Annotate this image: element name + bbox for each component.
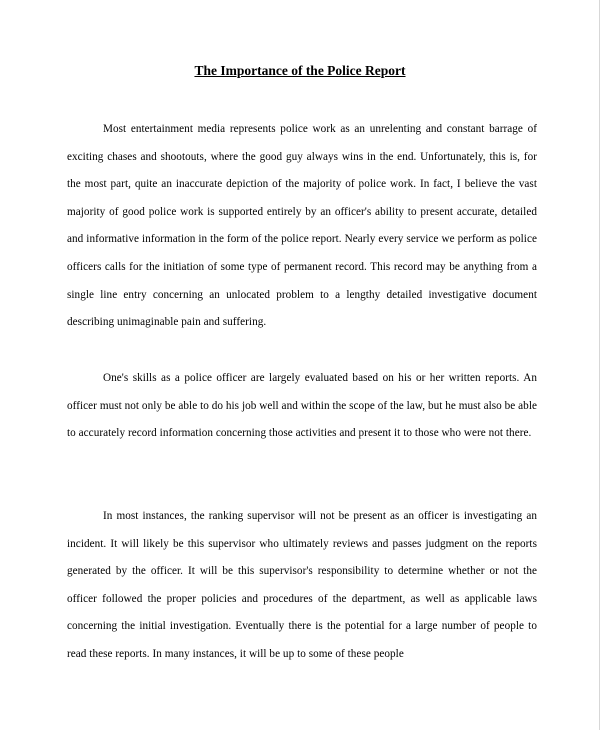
page-title: The Importance of the Police Report	[194, 63, 406, 78]
paragraph-3: In most instances, the ranking supervisor will not be present as an officer is investigating an incident. It will likely be this supervisor who ultimately reviews and passes judgment on the reports generated by the officer. It will be this supervisor's responsibility to determine whether or not the officer followed the proper policies and procedures of the department, as well as applicable laws concerning the initial investigation. Eventually there is the potential for a large number of people to read these reports. In many instances, it will be up to some of these people	[67, 510, 537, 660]
paragraph-2: One's skills as a police officer are largely evaluated based on his or her written reports. An officer must not only be able to do his job well and within the scope of the law, but he must also be able to accurately record information concerning those activities and present it to those who were not there.	[67, 372, 537, 440]
paragraph-1: Most entertainment media represents police work as an unrelenting and constant barrage of exciting chases and shootouts, where the good guy always wins in the end. Unfortunately, this is, for the most part, quite an inaccurate depiction of the majority of police work. In fact, I believe the vast majority of good police work is supported entirely by an officer's ability to present accurate, detailed and informative information in the form of the police report. Nearly every service we perform as police officers calls for the initiation of some type of permanent record. This record may be anything from a single line entry concerning an unlocated problem to a lengthy detailed investigative document describing unimaginable pain and suffering.	[67, 123, 537, 329]
